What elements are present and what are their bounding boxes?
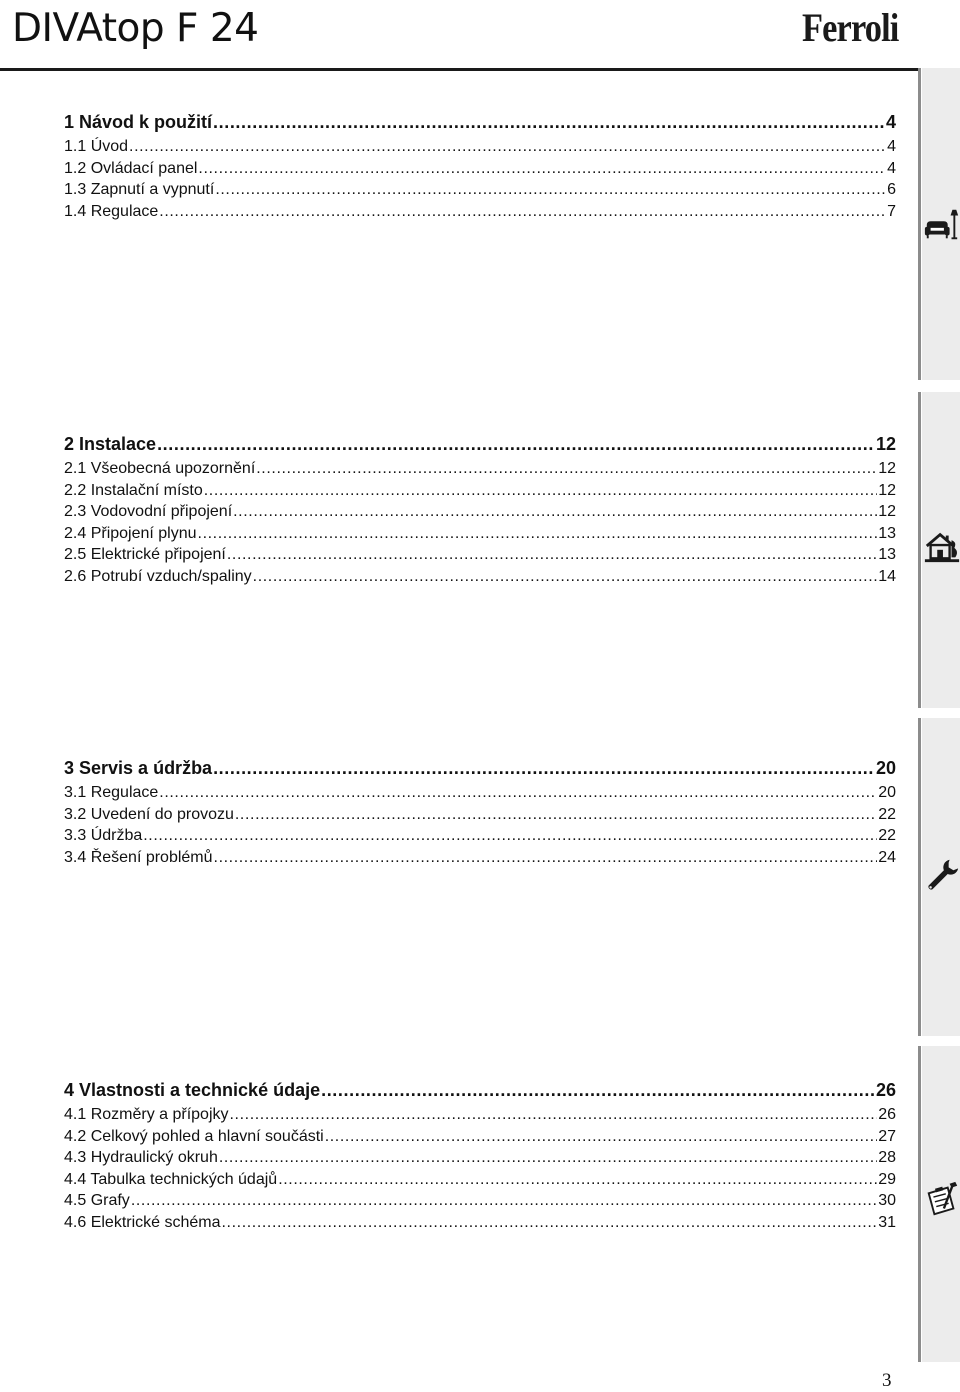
toc-entry-label: 2.5 Elektrické připojení (64, 546, 226, 563)
side-tab-service[interactable] (918, 718, 960, 1036)
toc-section-3 (64, 758, 896, 870)
toc-entry-page: 14 (878, 567, 896, 585)
toc-leader-dots (215, 181, 885, 199)
toc-leader-dots (321, 1080, 875, 1101)
toc-entry-sub[interactable] (64, 827, 896, 849)
toc-entry-sub[interactable] (64, 1192, 896, 1214)
toc-entry-page: 29 (878, 1170, 896, 1188)
toc-entry-label: 4.1 Rozměry a přípojky (64, 1106, 229, 1123)
toc-entry-label: 4.6 Elektrické schéma (64, 1213, 221, 1231)
toc-leader-dots (325, 1128, 877, 1146)
wrench-icon (923, 856, 960, 894)
toc-entry-page: 13 (878, 546, 896, 563)
toc-entry-page: 28 (878, 1149, 896, 1166)
header-rule (0, 68, 960, 71)
toc-leader-dots (214, 849, 878, 867)
toc-leader-dots (131, 1192, 877, 1210)
toc-entry-label: 4.2 Celkový pohled a hlavní součásti (64, 1127, 324, 1145)
toc-entry-label: 2.6 Potrubí vzduch/spaliny (64, 567, 252, 585)
side-tab-user[interactable] (918, 68, 960, 380)
toc-entry-label: 3.2 Uvedení do provozu (64, 805, 234, 823)
toc-entry-page: 13 (878, 524, 896, 542)
toc-entry-sub[interactable] (64, 160, 896, 182)
toc-leader-dots (204, 482, 877, 500)
toc-entry-main[interactable] (64, 1080, 896, 1104)
toc-entry-sub[interactable] (64, 138, 896, 160)
toc-entry-sub[interactable] (64, 849, 896, 871)
toc-leader-dots (219, 1149, 877, 1167)
toc-entry-label: 3.1 Regulace (64, 784, 159, 801)
toc-entry-page: 30 (878, 1192, 896, 1209)
toc-entry-page: 12 (875, 434, 896, 454)
toc-leader-dots (233, 503, 877, 521)
toc-entry-sub[interactable] (64, 1214, 896, 1236)
toc-entry-sub[interactable] (64, 546, 896, 568)
toc-entry-page: 12 (878, 503, 896, 520)
toc-entry-sub[interactable] (64, 784, 896, 806)
toc-leader-dots (230, 1106, 878, 1124)
toc-entry-sub[interactable] (64, 1171, 896, 1193)
toc-leader-dots (213, 112, 885, 133)
side-tab-technical[interactable] (918, 1046, 960, 1362)
clipboard-pen-icon (923, 1180, 960, 1218)
toc-entry-page: 27 (878, 1127, 896, 1145)
toc-entry-page: 7 (887, 202, 896, 220)
toc-entry-page: 12 (878, 460, 896, 477)
toc-entry-sub[interactable] (64, 568, 896, 590)
toc-entry-label: 1 Návod k použití (64, 112, 213, 132)
toc-leader-dots (278, 1171, 877, 1189)
toc-entry-label: 3.4 Řešení problémů (64, 848, 213, 866)
toc-leader-dots (222, 1214, 878, 1232)
toc-entry-main[interactable] (64, 112, 896, 136)
toc-entry-label: 2 Instalace (64, 434, 157, 454)
toc-entry-page: 26 (875, 1080, 896, 1100)
toc-entry-label: 2.2 Instalační místo (64, 481, 203, 499)
toc-entry-page: 4 (887, 138, 896, 155)
toc-section-4 (64, 1080, 896, 1235)
toc-leader-dots (159, 784, 877, 802)
toc-entry-page: 4 (885, 112, 896, 132)
toc-entry-sub[interactable] (64, 1128, 896, 1150)
toc-entry-sub[interactable] (64, 181, 896, 203)
toc-entry-sub[interactable] (64, 525, 896, 547)
toc-entry-sub[interactable] (64, 203, 896, 225)
toc-entry-page: 22 (878, 827, 896, 844)
toc-entry-page: 20 (875, 758, 896, 778)
toc-entry-page: 31 (878, 1213, 896, 1231)
toc-entry-label: 4.4 Tabulka technických údajů (64, 1170, 278, 1188)
toc-entry-sub[interactable] (64, 1106, 896, 1128)
toc-entry-label: 1.4 Regulace (64, 202, 159, 220)
toc-entry-label: 2.1 Všeobecná upozornění (64, 460, 256, 477)
toc-leader-dots (256, 460, 877, 478)
toc-entry-label: 1.3 Zapnutí a vypnutí (64, 181, 215, 198)
toc-entry-page: 26 (878, 1106, 896, 1123)
toc-entry-label: 1.2 Ovládací panel (64, 159, 198, 177)
toc-entry-label: 2.3 Vodovodní připojení (64, 503, 233, 520)
toc-leader-dots (198, 525, 878, 543)
toc-leader-dots (227, 546, 877, 564)
house-icon (923, 527, 960, 565)
toc-entry-sub[interactable] (64, 806, 896, 828)
toc-entry-page: 12 (878, 481, 896, 499)
toc-leader-dots (157, 434, 875, 455)
toc-entry-label: 2.4 Připojení plynu (64, 524, 197, 542)
toc-entry-page: 22 (878, 805, 896, 823)
toc-leader-dots (129, 138, 885, 156)
toc-entry-label: 3.3 Údržba (64, 827, 143, 844)
toc-leader-dots (143, 827, 877, 845)
toc-entry-sub[interactable] (64, 1149, 896, 1171)
toc-entry-sub[interactable] (64, 460, 896, 482)
toc-entry-sub[interactable] (64, 482, 896, 504)
toc-entry-page: 24 (878, 848, 896, 866)
toc-leader-dots (235, 806, 877, 824)
toc-leader-dots (253, 568, 878, 586)
toc-entry-sub[interactable] (64, 503, 896, 525)
armchair-lamp-icon (923, 206, 960, 244)
toc-leader-dots (198, 160, 885, 178)
toc-entry-page: 4 (887, 159, 896, 177)
side-tab-installer[interactable] (918, 392, 960, 708)
toc-entry-label: 3 Servis a údržba (64, 758, 213, 778)
toc-leader-dots (159, 203, 885, 221)
toc-leader-dots (213, 758, 875, 779)
toc-entry-page: 6 (887, 181, 896, 198)
toc-entry-label: 4.5 Grafy (64, 1192, 130, 1209)
page-number: 3 (882, 1370, 892, 1391)
toc-entry-main[interactable] (64, 434, 896, 458)
toc-entry-page: 20 (878, 784, 896, 801)
toc-entry-label: 4.3 Hydraulický okruh (64, 1149, 218, 1166)
toc-entry-main[interactable] (64, 758, 896, 782)
ferroli-logo: Ferroli (802, 5, 899, 50)
toc-entry-label: 1.1 Úvod (64, 138, 129, 155)
toc-section-1 (64, 112, 896, 224)
toc-section-2 (64, 434, 896, 589)
document-title: DIVAtop F 24 (12, 6, 259, 51)
toc-entry-label: 4 Vlastnosti a technické údaje (64, 1080, 321, 1100)
